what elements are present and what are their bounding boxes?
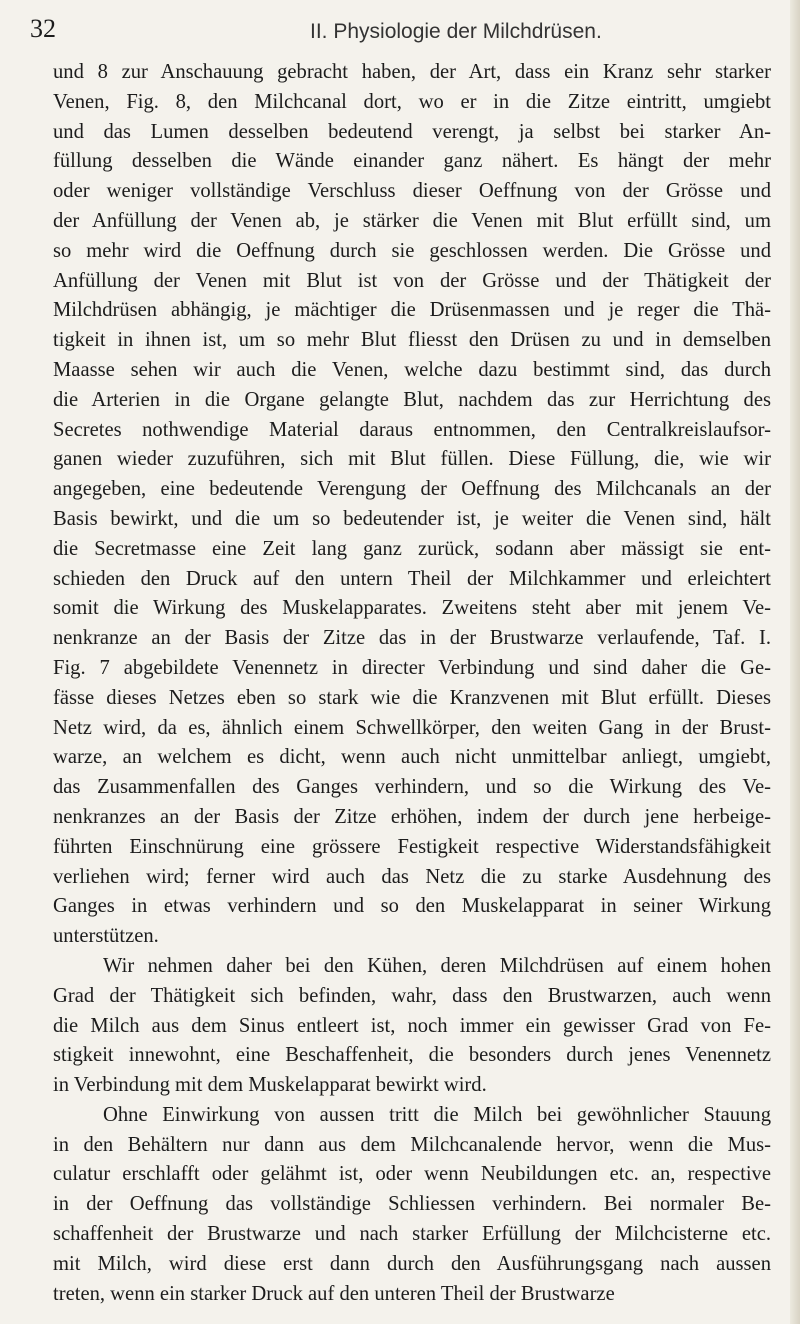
text-line: Netz wird, da es, ähnlich einem Schwellkörper, den weiten Gang in der Brust- [53,716,771,739]
text-line: schaffenheit der Brustwarze und nach starker Erfüllung der Milchcisterne etc. [53,1223,771,1246]
text-line: und das Lumen desselben bedeutend verengt, ja selbst bei starker An- [53,120,771,143]
text-line: Basis bewirkt, und die um so bedeutender ist, je weiter die Venen sind, hält [53,507,771,530]
page-header [30,14,770,50]
text-line: schieden den Druck auf den untern Theil der Milchkammer und erleichtert [53,567,771,590]
text-line: die Secretmasse eine Zeit lang ganz zurück, sodann aber mässigt sie ent- [53,537,771,560]
paragraph [53,58,771,952]
text-line: stigkeit innewohnt, eine Beschaffenheit, die besonders durch jenes Venennetz [53,1044,771,1067]
text-line: führten Einschnürung eine grössere Festigkeit respective Widerstandsfähigkeit [53,835,771,858]
text-line: Ganges in etwas verhindern und so den Muskelapparat in seiner Wirkung [53,895,771,918]
text-line: die Milch aus dem Sinus entleert ist, noch immer ein gewisser Grad von Fe- [53,1014,771,1037]
text-line: tigkeit in ihnen ist, um so mehr Blut fliesst den Drüsen zu und in demselben [53,329,771,352]
text-line: mit Milch, wird diese erst dann durch den Ausführungsgang nach aussen [53,1252,771,1275]
text-line: angegeben, eine bedeutende Verengung der Oeffnung des Milchcanals an der [53,478,771,501]
text-line: in den Behältern nur dann aus dem Milchcanalende hervor, wenn die Mus- [53,1133,771,1156]
text-line: so mehr wird die Oeffnung durch sie geschlossen werden. Die Grösse und [53,239,771,262]
text-line: in Verbindung mit dem Muskelapparat bewirkt wird. [53,1074,487,1097]
text-line: treten, wenn ein starker Druck auf den unteren Theil der Brustwarze [53,1282,615,1305]
text-line: unterstützen. [53,925,159,948]
text-line: Venen, Fig. 8, den Milchcanal dort, wo er in die Zitze eintritt, umgiebt [53,90,771,113]
text-line: ganen wieder zuzuführen, sich mit Blut füllen. Diese Füllung, die, wie wir [53,448,771,471]
text-line: somit die Wirkung des Muskelapparates. Zweitens steht aber mit jenem Ve- [53,597,771,620]
text-line: warze, an welchem es dicht, wenn auch nicht unmittelbar anliegt, umgiebt, [53,746,771,769]
body-text [53,58,771,1309]
text-line: nenkranzes an der Basis der Zitze erhöhen, indem der durch jene herbeige- [53,805,771,828]
text-line: füllung desselben die Wände einander ganz nähert. Es hängt der mehr [53,150,771,173]
text-line: die Arterien in die Organe gelangte Blut, nachdem das zur Herrichtung des [53,388,771,411]
page-number: 32 [30,14,56,43]
text-line: Grad der Thätigkeit sich befinden, wahr, dass den Brustwarzen, auch wenn [53,984,771,1007]
text-line: und 8 zur Anschauung gebracht haben, der Art, dass ein Kranz sehr starker [53,61,771,83]
text-line: Milchdrüsen abhängig, je mächtiger die Drüsenmassen und je reger die Thä- [53,299,771,322]
text-line: oder weniger vollständige Verschluss dieser Oeffnung von der Grösse und [53,180,771,203]
text-line: Maasse sehen wir auch die Venen, welche dazu bestimmt sind, das durch [53,358,771,381]
text-line: fässe dieses Netzes eben so stark wie die Kranzvenen mit Blut erfüllt. Dieses [53,686,771,709]
page-edge [790,0,800,1324]
text-line: Wir nehmen daher bei den Kühen, deren Milchdrüsen auf einem hohen [103,954,771,977]
text-line: Ohne Einwirkung von aussen tritt die Milch bei gewöhnlicher Stauung [103,1103,771,1126]
text-line: culatur erschlafft oder gelähmt ist, oder wenn Neubildungen etc. an, respective [53,1163,771,1186]
text-line: der Anfüllung der Venen ab, je stärker die Venen mit Blut erfüllt sind, um [53,209,771,232]
text-line: verliehen wird; ferner wird auch das Netz die zu starke Ausdehnung des [53,865,771,888]
text-line: in der Oeffnung das vollständige Schliessen verhindern. Bei normaler Be- [53,1193,771,1216]
paragraph [53,1101,771,1310]
paragraph [53,952,771,1101]
running-head: II. Physiologie der Milchdrüsen. [310,20,602,43]
text-line: Secretes nothwendige Material daraus entnommen, den Centralkreislaufsor- [53,418,771,441]
text-line: Fig. 7 abgebildete Venennetz in directer Verbindung und sind daher die Ge- [53,656,771,679]
text-line: nenkranze an der Basis der Zitze das in der Brustwarze verlaufende, Taf. I. [53,627,771,650]
text-line: das Zusammenfallen des Ganges verhindern, und so die Wirkung des Ve- [53,776,771,799]
text-line: Anfüllung der Venen mit Blut ist von der Grösse und der Thätigkeit der [53,269,771,292]
